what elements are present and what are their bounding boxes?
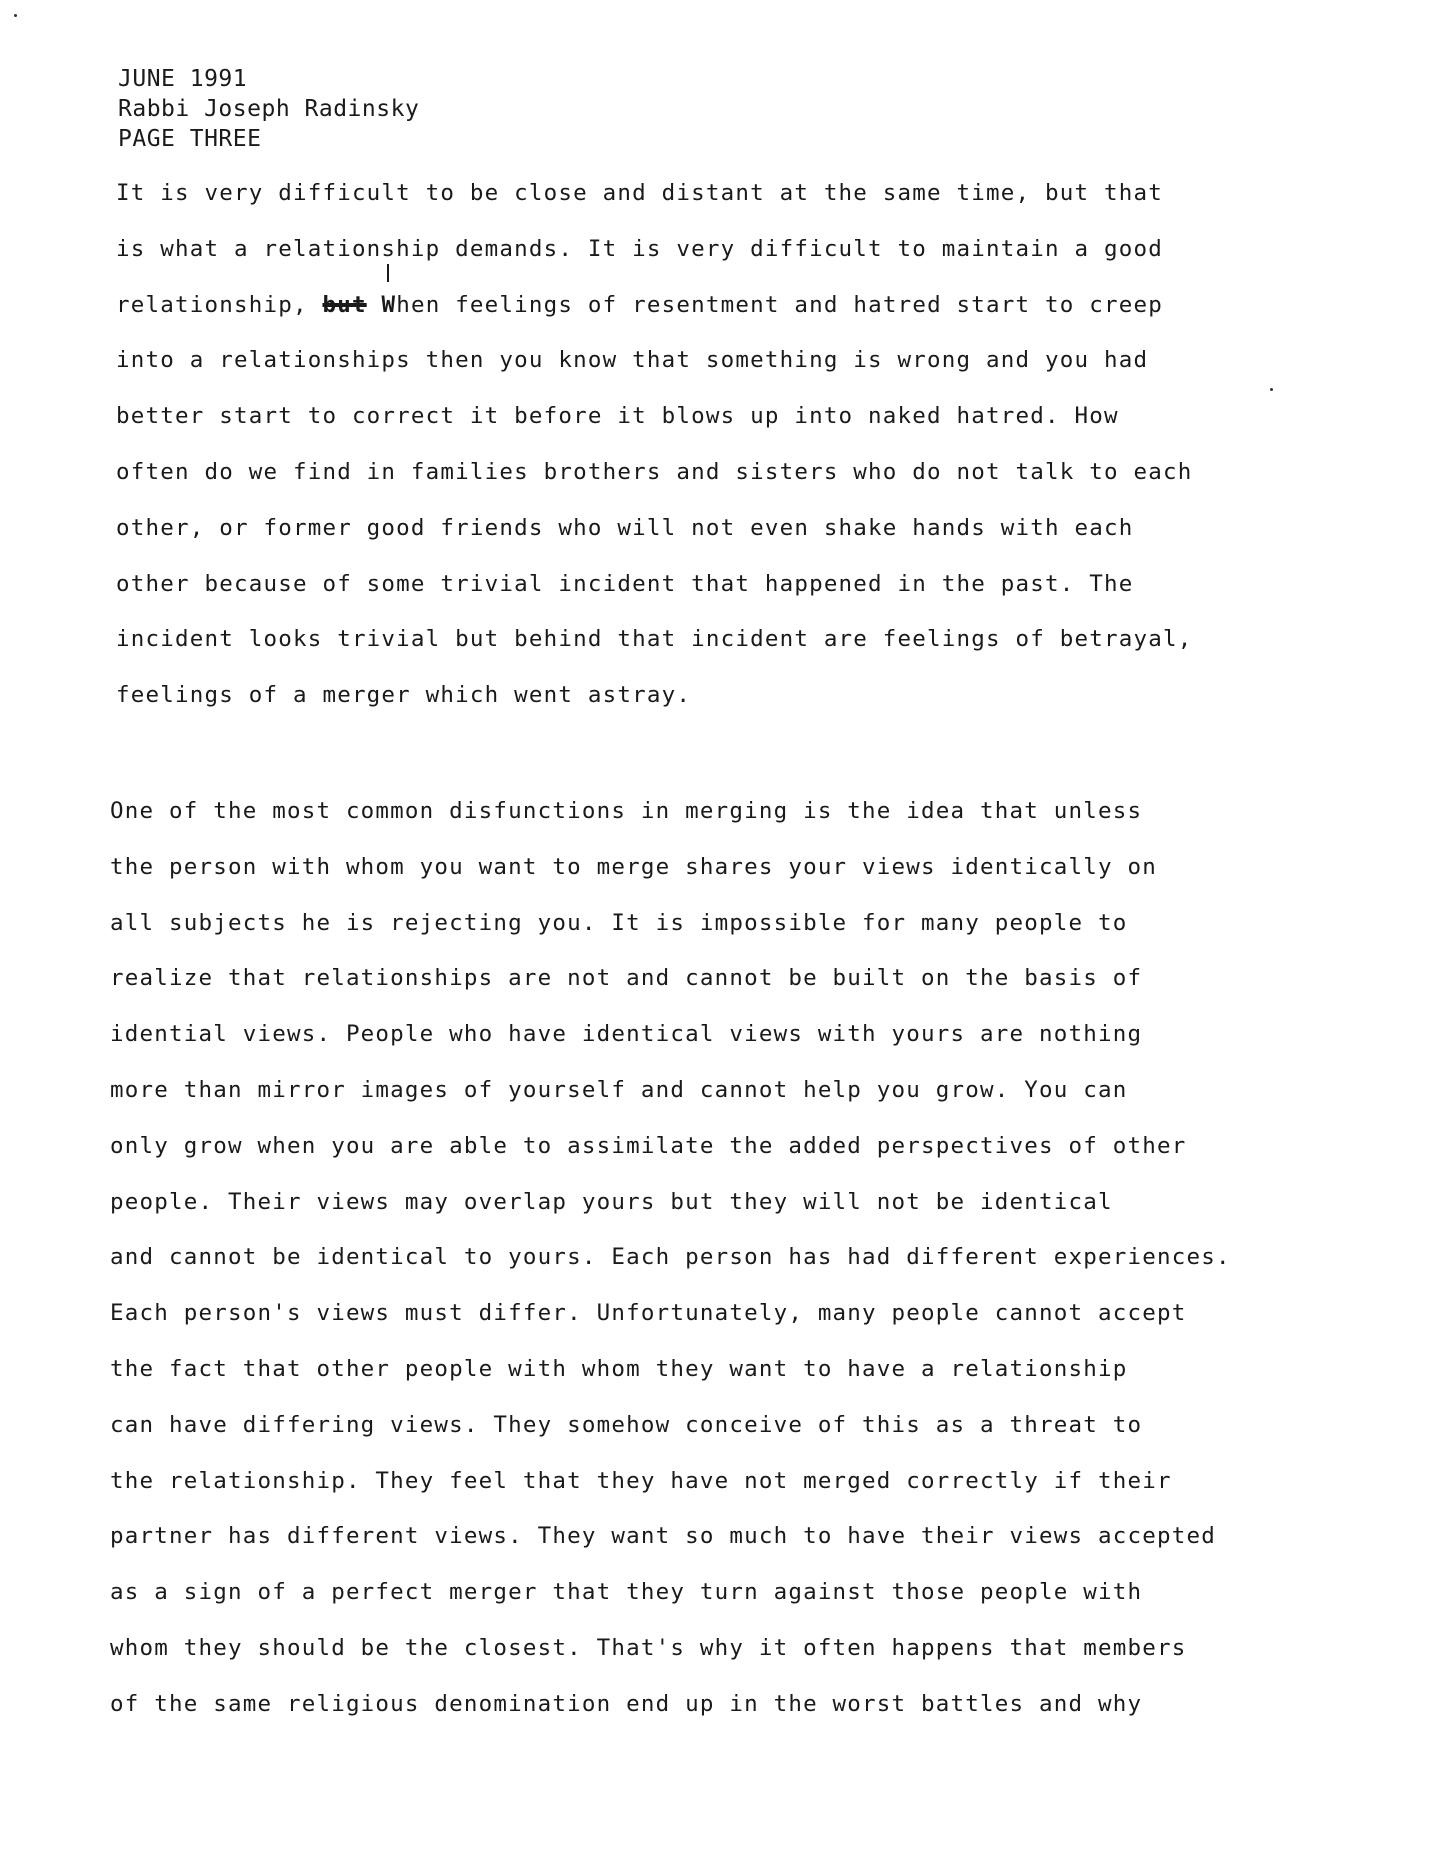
handwritten-correction: W: [381, 278, 396, 334]
text-line: better start to correct it before it blows up into naked hatred. How: [116, 403, 1119, 430]
text-line: of the same religious denomination end up in the worst battles and why: [110, 1690, 1143, 1717]
text-line: the relationship. They feel that they have not merged correctly if their: [110, 1467, 1172, 1494]
paragraph-2: [110, 784, 1231, 1733]
text-line: into a relationships then you know that something is wrong and you had: [116, 347, 1149, 374]
text-line: whom they should be the closest. That's why it often happens that members: [110, 1634, 1187, 1661]
text-line: and cannot be identical to yours. Each person has had different experiences.: [110, 1244, 1231, 1271]
header-date: JUNE 1991: [118, 66, 248, 92]
text-line: is what a relationship demands. It is very difficult to maintain a good: [116, 235, 1163, 262]
page-header: [118, 64, 419, 154]
scan-speck: [14, 14, 17, 17]
text-line: as a sign of a perfect merger that they turn against those people with: [110, 1579, 1143, 1606]
text-line: One of the most common disfunctions in merging is the idea that unless: [110, 798, 1143, 824]
text-line: partner has different views. They want so much to have their views accepted: [110, 1523, 1216, 1550]
header-author: Rabbi Joseph Radinsky: [118, 96, 420, 122]
text-line: idential views. People who have identical views with yours are nothing: [110, 1021, 1143, 1048]
paragraph-1: [116, 166, 1192, 724]
text-fragment: hen feelings of resentment and hatred start to creep: [396, 291, 1164, 318]
text-line: realize that relationships are not and cannot be built on the basis of: [110, 965, 1143, 992]
text-line-corrected: [116, 278, 1192, 334]
scan-speck: [1270, 388, 1273, 391]
text-line: the fact that other people with whom they want to have a relationship: [110, 1355, 1128, 1382]
text-line: feelings of a merger which went astray.: [116, 682, 692, 709]
text-fragment: relationship,: [116, 291, 308, 318]
text-line: Each person's views must differ. Unfortunately, many people cannot accept: [110, 1300, 1187, 1327]
header-page-number: PAGE THREE: [118, 126, 262, 152]
struck-word: but: [322, 291, 367, 318]
text-line: other because of some trivial incident that happened in the past. The: [116, 570, 1134, 597]
text-line: It is very difficult to be close and distant at the same time, but that: [116, 180, 1163, 206]
text-line: other, or former good friends who will not even shake hands with each: [116, 514, 1134, 541]
text-line: people. Their views may overlap yours but they will not be identical: [110, 1188, 1113, 1215]
text-line: only grow when you are able to assimilate the added perspectives of other: [110, 1132, 1187, 1159]
text-line: more than mirror images of yourself and cannot help you grow. You can: [110, 1076, 1128, 1103]
text-line: can have differing views. They somehow conceive of this as a threat to: [110, 1411, 1143, 1438]
text-line: all subjects he is rejecting you. It is impossible for many people to: [110, 909, 1128, 936]
text-line: the person with whom you want to merge shares your views identically on: [110, 853, 1157, 880]
text-line: often do we find in families brothers and sisters who do not talk to each: [116, 458, 1193, 485]
text-line: incident looks trivial but behind that incident are feelings of betrayal,: [116, 626, 1193, 653]
